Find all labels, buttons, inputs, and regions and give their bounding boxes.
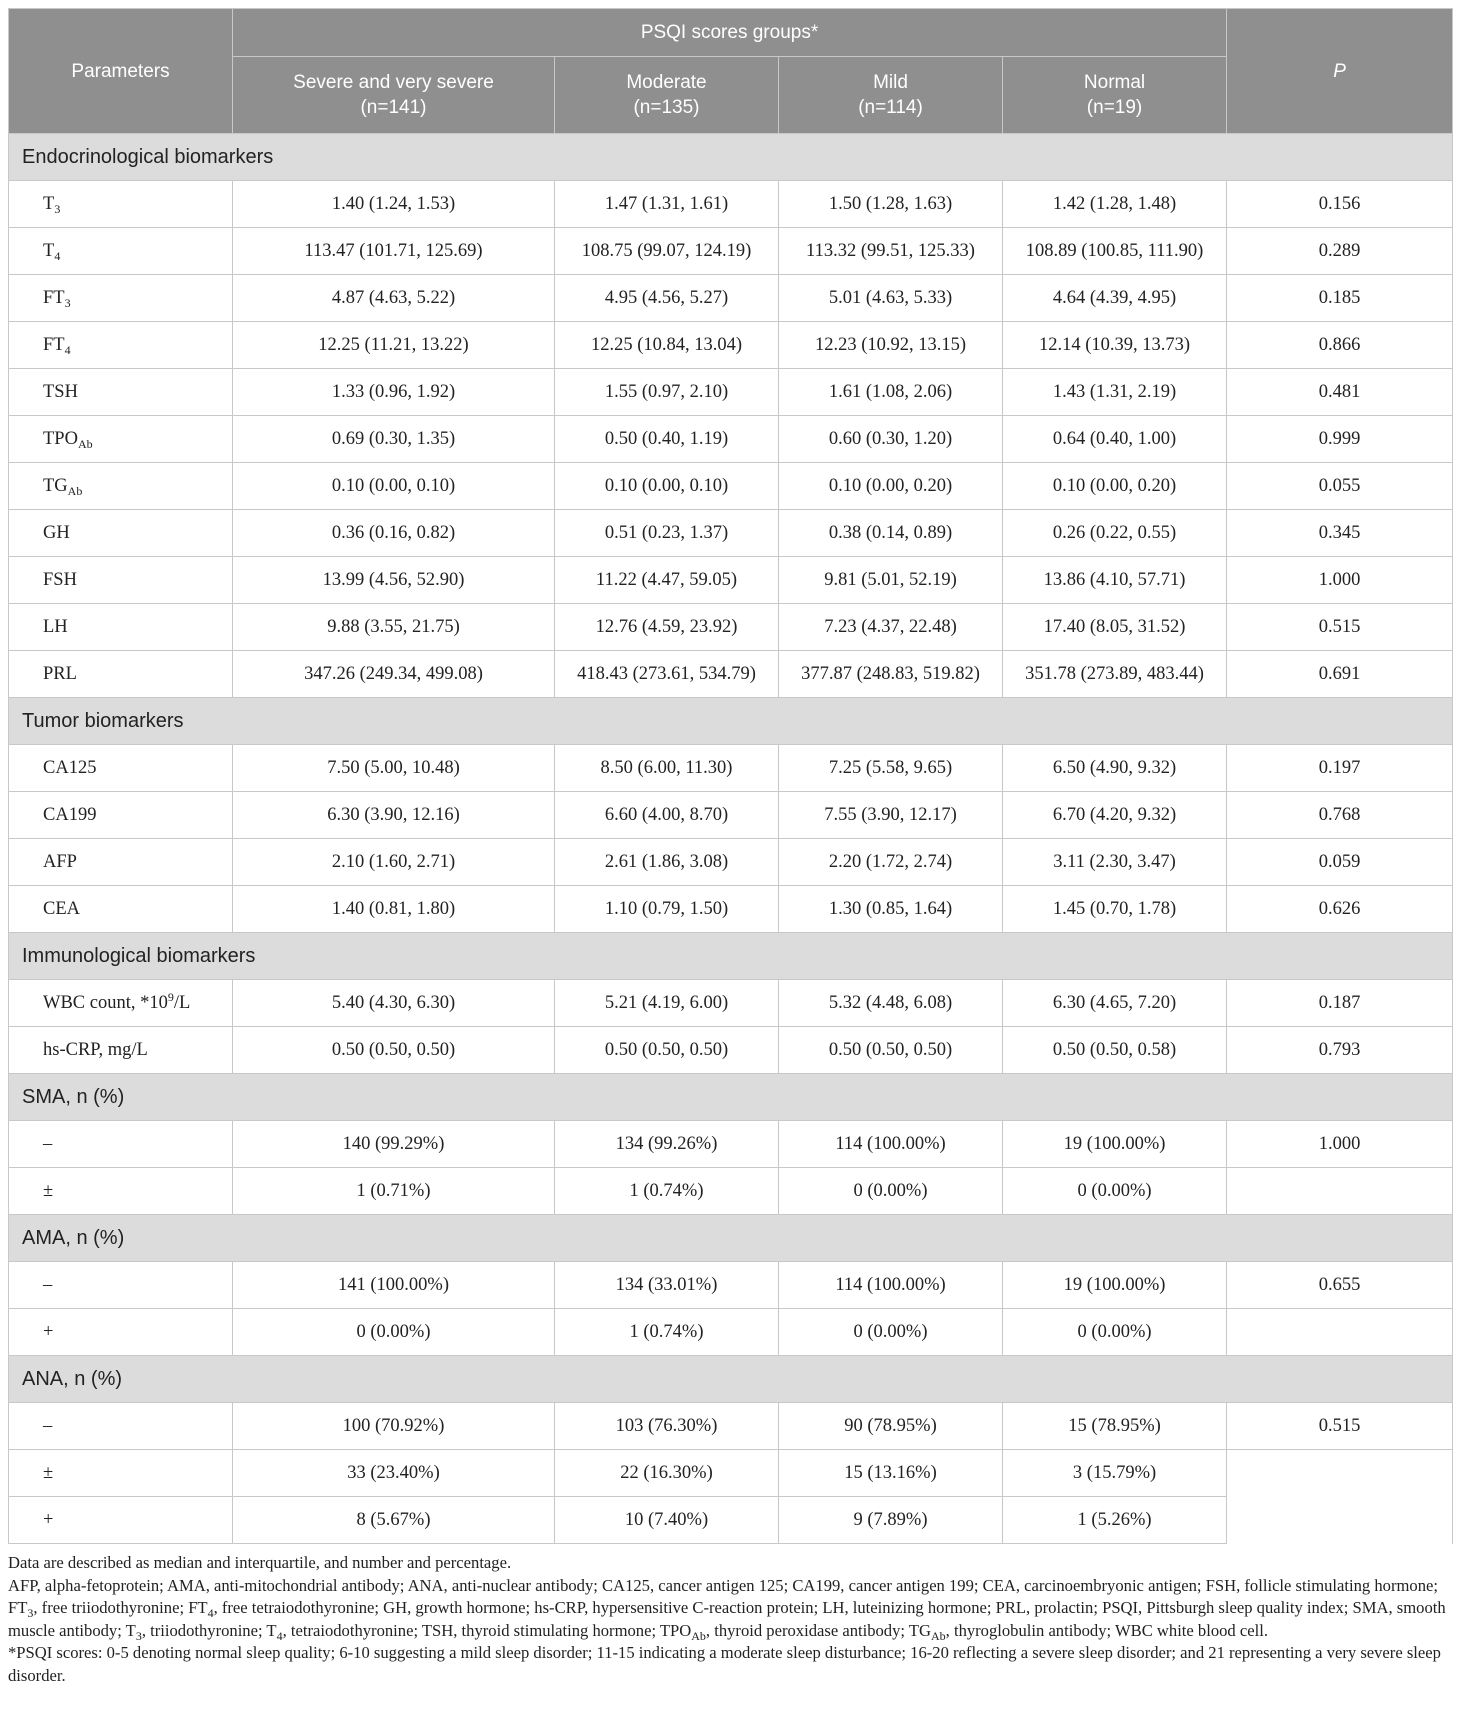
row-label: AFP	[9, 839, 233, 886]
table-cell: 0.10 (0.00, 0.10)	[233, 463, 555, 510]
table-cell: 0 (0.00%)	[1003, 1168, 1227, 1215]
table-cell: 6.50 (4.90, 9.32)	[1003, 745, 1227, 792]
table-cell: 1 (0.74%)	[555, 1168, 779, 1215]
table-cell: 113.47 (101.71, 125.69)	[233, 228, 555, 275]
table-row	[9, 322, 1453, 369]
table-cell: 3.11 (2.30, 3.47)	[1003, 839, 1227, 886]
table-cell: 1.55 (0.97, 2.10)	[555, 369, 779, 416]
table-cell: 6.30 (4.65, 7.20)	[1003, 980, 1227, 1027]
table-cell: 5.21 (4.19, 6.00)	[555, 980, 779, 1027]
table-cell: 8.50 (6.00, 11.30)	[555, 745, 779, 792]
table-cell: 0 (0.00%)	[233, 1309, 555, 1356]
row-label: –	[9, 1403, 233, 1450]
row-label: CA125	[9, 745, 233, 792]
table-row	[9, 651, 1453, 698]
section-title: Tumor biomarkers	[9, 698, 1453, 745]
p-value-cell: 0.866	[1227, 322, 1453, 369]
table-cell: 1.50 (1.28, 1.63)	[779, 181, 1003, 228]
row-label: $FT_4$	[9, 322, 233, 369]
table-cell: 3 (15.79%)	[1003, 1450, 1227, 1497]
table-cell: 103 (76.30%)	[555, 1403, 779, 1450]
table-cell: 8 (5.67%)	[233, 1497, 555, 1544]
table-row	[9, 275, 1453, 322]
p-value-cell: 0.185	[1227, 275, 1453, 322]
section-header-immuno	[9, 933, 1453, 980]
table-cell: 351.78 (273.89, 483.44)	[1003, 651, 1227, 698]
table-cell: 0 (0.00%)	[779, 1309, 1003, 1356]
table-cell: 0.69 (0.30, 1.35)	[233, 416, 555, 463]
table-cell: 1.30 (0.85, 1.64)	[779, 886, 1003, 933]
header-group-moderate: Moderate (n=135)	[555, 57, 779, 134]
table-row	[9, 792, 1453, 839]
table-cell: 15 (13.16%)	[779, 1450, 1003, 1497]
p-value-cell: 0.059	[1227, 839, 1453, 886]
row-label: $T_3$	[9, 181, 233, 228]
table-cell: 9.88 (3.55, 21.75)	[233, 604, 555, 651]
p-value-cell	[1227, 1309, 1453, 1356]
table-cell: 11.22 (4.47, 59.05)	[555, 557, 779, 604]
table-cell: 1 (0.71%)	[233, 1168, 555, 1215]
p-value-cell: 0.515	[1227, 1403, 1453, 1450]
p-value-cell: 0.187	[1227, 980, 1453, 1027]
table-cell: 0.50 (0.50, 0.50)	[779, 1027, 1003, 1074]
p-value-cell: 0.626	[1227, 886, 1453, 933]
table-cell: 7.55 (3.90, 12.17)	[779, 792, 1003, 839]
table-row	[9, 1450, 1453, 1497]
table-row	[9, 1497, 1453, 1544]
table-row	[9, 1403, 1453, 1450]
p-value-cell: 0.793	[1227, 1027, 1453, 1074]
table-footnotes	[8, 1552, 1452, 1688]
table-cell: 12.76 (4.59, 23.92)	[555, 604, 779, 651]
table-cell: 0.64 (0.40, 1.00)	[1003, 416, 1227, 463]
table-cell: 0.51 (0.23, 1.37)	[555, 510, 779, 557]
table-row	[9, 1309, 1453, 1356]
row-label: $TG_{Ab}$	[9, 463, 233, 510]
table-cell: 114 (100.00%)	[779, 1262, 1003, 1309]
footnote-data-description: Data are described as median and interquartile, and number and percentage.	[8, 1553, 512, 1572]
table-cell: 1.47 (1.31, 1.61)	[555, 181, 779, 228]
table-cell: 377.87 (248.83, 519.82)	[779, 651, 1003, 698]
table-row	[9, 510, 1453, 557]
table-row	[9, 1027, 1453, 1074]
table-cell: 7.23 (4.37, 22.48)	[779, 604, 1003, 651]
psqi-biomarker-table	[8, 8, 1453, 1544]
table-cell: 1 (5.26%)	[1003, 1497, 1227, 1544]
table-figure	[8, 8, 1452, 1688]
p-value-cell: 1.000	[1227, 1121, 1453, 1168]
table-header	[9, 9, 1453, 134]
table-cell: 113.32 (99.51, 125.33)	[779, 228, 1003, 275]
table-cell: 108.75 (99.07, 124.19)	[555, 228, 779, 275]
row-label: ±	[9, 1168, 233, 1215]
table-row	[9, 228, 1453, 275]
p-value-cell: 1.000	[1227, 557, 1453, 604]
table-cell: 0.50 (0.50, 0.50)	[555, 1027, 779, 1074]
table-cell: 1.40 (1.24, 1.53)	[233, 181, 555, 228]
table-cell: 13.86 (4.10, 57.71)	[1003, 557, 1227, 604]
table-cell: 1.10 (0.79, 1.50)	[555, 886, 779, 933]
table-cell: 10 (7.40%)	[555, 1497, 779, 1544]
row-label: ±	[9, 1450, 233, 1497]
table-cell: 0.50 (0.40, 1.19)	[555, 416, 779, 463]
section-title: AMA, n (%)	[9, 1215, 1453, 1262]
p-value-cell: 0.289	[1227, 228, 1453, 275]
table-cell: 141 (100.00%)	[233, 1262, 555, 1309]
row-label: $TPO_{Ab}$	[9, 416, 233, 463]
table-row	[9, 369, 1453, 416]
table-row	[9, 557, 1453, 604]
table-row	[9, 1121, 1453, 1168]
table-cell: 140 (99.29%)	[233, 1121, 555, 1168]
table-cell: 0.38 (0.14, 0.89)	[779, 510, 1003, 557]
row-label: +	[9, 1497, 233, 1544]
p-value-cell	[1227, 1168, 1453, 1215]
table-cell: 90 (78.95%)	[779, 1403, 1003, 1450]
table-row	[9, 980, 1453, 1027]
table-cell: 5.01 (4.63, 5.33)	[779, 275, 1003, 322]
p-value-cell: 0.197	[1227, 745, 1453, 792]
table-cell: 2.61 (1.86, 3.08)	[555, 839, 779, 886]
row-label: PRL	[9, 651, 233, 698]
table-row	[9, 745, 1453, 792]
table-cell: 7.25 (5.58, 9.65)	[779, 745, 1003, 792]
table-cell: 0.10 (0.00, 0.20)	[1003, 463, 1227, 510]
table-cell: 4.64 (4.39, 4.95)	[1003, 275, 1227, 322]
table-cell: 12.25 (11.21, 13.22)	[233, 322, 555, 369]
table-row	[9, 886, 1453, 933]
p-value-cell: 0.055	[1227, 463, 1453, 510]
p-value-cell	[1227, 1450, 1453, 1497]
table-cell: 12.23 (10.92, 13.15)	[779, 322, 1003, 369]
header-group-title: PSQI scores groups*	[233, 9, 1227, 57]
section-title: Endocrinological biomarkers	[9, 134, 1453, 181]
p-value-cell	[1227, 1497, 1453, 1544]
table-cell: 1 (0.74%)	[555, 1309, 779, 1356]
table-cell: 9 (7.89%)	[779, 1497, 1003, 1544]
table-row	[9, 463, 1453, 510]
table-cell: 22 (16.30%)	[555, 1450, 779, 1497]
p-value-cell: 0.515	[1227, 604, 1453, 651]
section-header-sma	[9, 1074, 1453, 1121]
table-cell: 0 (0.00%)	[1003, 1309, 1227, 1356]
header-parameters: Parameters	[9, 9, 233, 134]
table-cell: 33 (23.40%)	[233, 1450, 555, 1497]
row-label: –	[9, 1262, 233, 1309]
footnote-abbreviations: AFP, alpha-fetoprotein; AMA, anti-mitochondrial antibody; ANA, anti-nuclear antibody; CA125, cancer antigen 125; CA199, cancer antigen 199; CEA, carcinoembryonic antigen; FSH, follicle stimulating hormone; $FT_3$, free triiodothyronine; $FT_4$, free tetraiodothyronine; GH, growth hormone; hs-CRP, hypersensitive C-reaction protein; LH, luteinizing hormone; PRL, prolactin; PSQI, Pittsburgh sleep quality index; SMA, smooth muscle antibody; $T_3$, triiodothyronine; $T_4$, tetraiodothyronine; TSH, thyroid stimulating hormone; $TPO_{Ab}$, thyroid peroxidase antibody; $TG_{Ab}$, thyroglobulin antibody; WBC white blood cell.	[8, 1575, 1446, 1643]
table-cell: 19 (100.00%)	[1003, 1262, 1227, 1309]
table-cell: 12.25 (10.84, 13.04)	[555, 322, 779, 369]
section-title: ANA, n (%)	[9, 1356, 1453, 1403]
table-cell: 5.40 (4.30, 6.30)	[233, 980, 555, 1027]
table-cell: 4.87 (4.63, 5.22)	[233, 275, 555, 322]
p-value-cell: 0.768	[1227, 792, 1453, 839]
table-cell: 1.45 (0.70, 1.78)	[1003, 886, 1227, 933]
table-cell: 1.43 (1.31, 2.19)	[1003, 369, 1227, 416]
table-cell: 19 (100.00%)	[1003, 1121, 1227, 1168]
table-cell: 347.26 (249.34, 499.08)	[233, 651, 555, 698]
table-cell: 0.10 (0.00, 0.20)	[779, 463, 1003, 510]
table-row	[9, 1262, 1453, 1309]
table-cell: 9.81 (5.01, 52.19)	[779, 557, 1003, 604]
table-cell: 1.61 (1.08, 2.06)	[779, 369, 1003, 416]
section-header-ama	[9, 1215, 1453, 1262]
table-cell: 134 (99.26%)	[555, 1121, 779, 1168]
p-value-cell: 0.156	[1227, 181, 1453, 228]
table-cell: 100 (70.92%)	[233, 1403, 555, 1450]
section-header-endocrine	[9, 134, 1453, 181]
row-label: +	[9, 1309, 233, 1356]
row-label: hs-CRP, mg/L	[9, 1027, 233, 1074]
section-title: Immunological biomarkers	[9, 933, 1453, 980]
table-cell: 4.95 (4.56, 5.27)	[555, 275, 779, 322]
footnote-psqi-scores: *PSQI scores: 0-5 denoting normal sleep quality; 6-10 suggesting a mild sleep disorder; 11-15 indicating a moderate sleep disturbance; 16-20 reflecting a severe sleep disorder; and 21 representing a very severe sleep disorder.	[8, 1643, 1441, 1685]
row-label: WBC count, $*10^9/L$	[9, 980, 233, 1027]
table-cell: 1.33 (0.96, 1.92)	[233, 369, 555, 416]
table-cell: 1.42 (1.28, 1.48)	[1003, 181, 1227, 228]
p-value-cell: 0.481	[1227, 369, 1453, 416]
table-cell: 0.10 (0.00, 0.10)	[555, 463, 779, 510]
table-cell: 6.60 (4.00, 8.70)	[555, 792, 779, 839]
table-cell: 418.43 (273.61, 534.79)	[555, 651, 779, 698]
header-group-normal: Normal (n=19)	[1003, 57, 1227, 134]
section-header-ana	[9, 1356, 1453, 1403]
table-body	[9, 134, 1453, 1544]
table-cell: 134 (33.01%)	[555, 1262, 779, 1309]
table-row	[9, 839, 1453, 886]
row-label: –	[9, 1121, 233, 1168]
p-value-cell: 0.691	[1227, 651, 1453, 698]
table-cell: 0.36 (0.16, 0.82)	[233, 510, 555, 557]
table-cell: 0.60 (0.30, 1.20)	[779, 416, 1003, 463]
header-group-mild: Mild (n=114)	[779, 57, 1003, 134]
row-label: $FT_3$	[9, 275, 233, 322]
row-label: $T_4$	[9, 228, 233, 275]
table-row	[9, 416, 1453, 463]
row-label: GH	[9, 510, 233, 557]
section-header-tumor	[9, 698, 1453, 745]
table-cell: 17.40 (8.05, 31.52)	[1003, 604, 1227, 651]
table-row	[9, 1168, 1453, 1215]
p-value-cell: 0.345	[1227, 510, 1453, 557]
table-cell: 114 (100.00%)	[779, 1121, 1003, 1168]
table-cell: 1.40 (0.81, 1.80)	[233, 886, 555, 933]
row-label: FSH	[9, 557, 233, 604]
table-cell: 0.50 (0.50, 0.58)	[1003, 1027, 1227, 1074]
table-cell: 13.99 (4.56, 52.90)	[233, 557, 555, 604]
table-cell: 6.30 (3.90, 12.16)	[233, 792, 555, 839]
table-cell: 15 (78.95%)	[1003, 1403, 1227, 1450]
row-label: TSH	[9, 369, 233, 416]
row-label: CEA	[9, 886, 233, 933]
row-label: CA199	[9, 792, 233, 839]
row-label: LH	[9, 604, 233, 651]
table-cell: 12.14 (10.39, 13.73)	[1003, 322, 1227, 369]
table-cell: 0.50 (0.50, 0.50)	[233, 1027, 555, 1074]
table-cell: 0.26 (0.22, 0.55)	[1003, 510, 1227, 557]
table-cell: 5.32 (4.48, 6.08)	[779, 980, 1003, 1027]
table-cell: 7.50 (5.00, 10.48)	[233, 745, 555, 792]
table-cell: 108.89 (100.85, 111.90)	[1003, 228, 1227, 275]
table-cell: 2.20 (1.72, 2.74)	[779, 839, 1003, 886]
table-cell: 0 (0.00%)	[779, 1168, 1003, 1215]
table-cell: 2.10 (1.60, 2.71)	[233, 839, 555, 886]
table-row	[9, 604, 1453, 651]
table-row	[9, 181, 1453, 228]
table-cell: 6.70 (4.20, 9.32)	[1003, 792, 1227, 839]
p-value-cell: 0.655	[1227, 1262, 1453, 1309]
header-group-severe: Severe and very severe (n=141)	[233, 57, 555, 134]
header-p-value: P	[1227, 9, 1453, 134]
p-value-cell: 0.999	[1227, 416, 1453, 463]
section-title: SMA, n (%)	[9, 1074, 1453, 1121]
